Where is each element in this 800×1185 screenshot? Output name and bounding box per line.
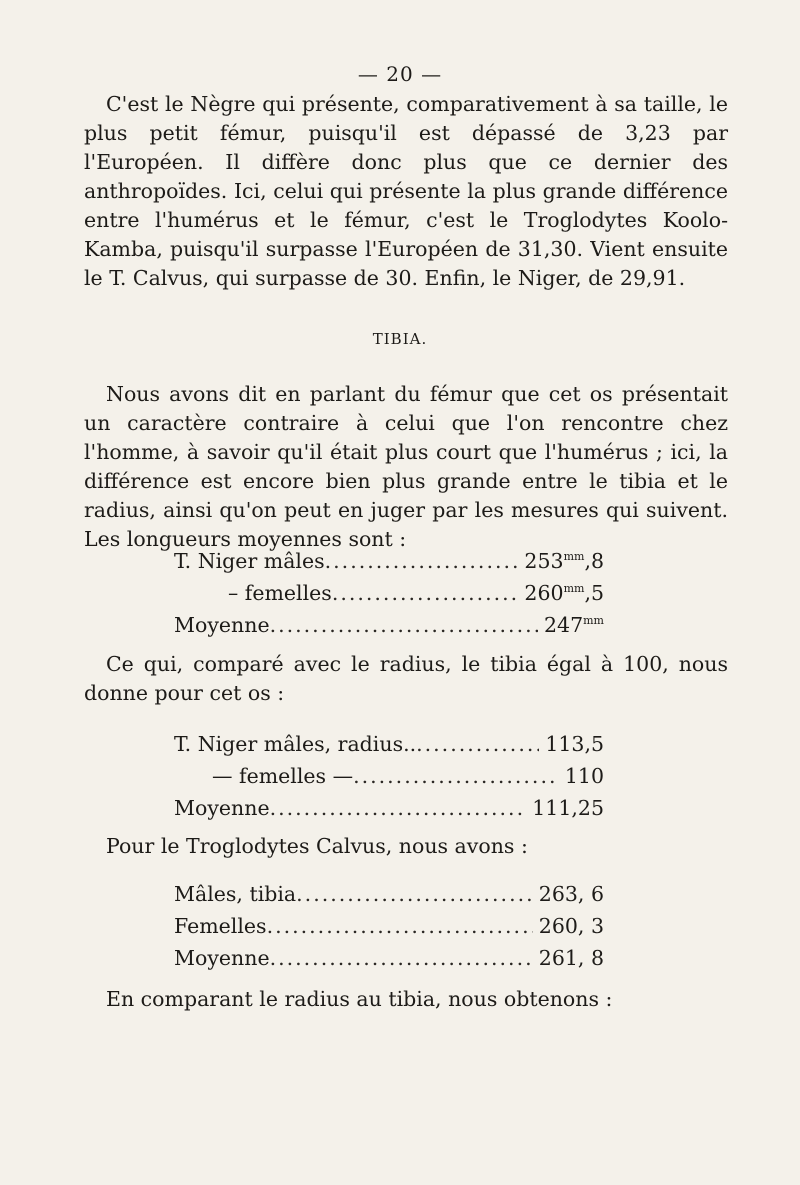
leader-dots	[267, 910, 533, 942]
row-label: Mâles, tibia	[174, 882, 297, 906]
leader-dots	[296, 878, 533, 910]
row-value: $247^{mm}$	[543, 613, 604, 637]
table-row	[174, 910, 604, 942]
table-row	[174, 545, 604, 577]
paragraph-tibia-intro	[84, 380, 728, 554]
paragraph-text: Pour le Troglodytes Calvus, nous avons :	[106, 834, 528, 858]
row-label: Moyenne	[174, 796, 270, 820]
leader-dots	[270, 792, 527, 824]
row-value: 263, 6	[538, 882, 604, 906]
table-row	[174, 609, 604, 641]
measurements-table-niger	[174, 545, 604, 641]
paragraph-text: Ce qui, comparé avec le radius, le tibia égal à 100, nous donne pour cet os :	[84, 652, 728, 705]
row-label: — femelles —	[212, 764, 354, 788]
row-value: 110	[564, 764, 604, 788]
row-label: – femelles	[228, 581, 332, 605]
row-value: 111,25	[532, 796, 604, 820]
leader-dots	[270, 942, 533, 974]
table-row	[174, 728, 604, 760]
table-row	[174, 792, 604, 824]
row-label: Femelles	[174, 914, 267, 938]
paragraph-text: C'est le Nègre qui présente, comparativement à sa taille, le plus petit fémur, puisqu'il est dépassé de 3,23 par l'Européen. Il diffère donc plus que ce dernier des anthropoïdes. Ici, celui qui présente la plus grande différence entre l'humérus et le fémur, c'est le Troglodytes Koolo-Kamba, puisqu'il surpasse l'Européen de 31,30. Vient ensuite le T. Calvus, qui surpasse de 30. Enfin, le Niger, de 29,91.	[84, 92, 728, 290]
measurements-table-calvus	[174, 878, 604, 974]
leader-dots	[270, 609, 538, 641]
paragraph-radius-comparison	[84, 650, 728, 708]
table-row	[174, 942, 604, 974]
leader-dots	[325, 545, 519, 577]
page-number: — 20 —	[357, 62, 443, 86]
leader-dots	[332, 577, 519, 609]
row-label: T. Niger mâles, radius..	[174, 732, 417, 756]
row-value: $253^{mm},8$	[524, 549, 604, 573]
paragraph-text: En comparant le radius au tibia, nous obtenons :	[106, 987, 613, 1011]
paragraph-calvus-intro	[84, 832, 728, 861]
table-row	[174, 760, 604, 792]
row-label: Moyenne	[174, 613, 270, 637]
row-value: 113,5	[545, 732, 604, 756]
section-title-tibia: TIBIA.	[372, 330, 428, 348]
table-row	[174, 577, 604, 609]
paragraph-radius-tibia	[84, 985, 728, 1014]
paragraph-text: Nous avons dit en parlant du fémur que cet os présentait un caractère contraire à celui que l'on rencontre chez l'homme, à savoir qu'il était plus court que l'humérus ; ici, la différence est encore bien plus grande entre le tibia et le radius, ainsi qu'on peut en juger par les mesures qui suivent. Les longueurs moyennes sont :	[84, 382, 728, 551]
row-label: T. Niger mâles	[174, 549, 325, 573]
leader-dots	[416, 728, 539, 760]
row-label: Moyenne	[174, 946, 270, 970]
row-value: 261, 8	[538, 946, 604, 970]
leader-dots	[353, 760, 559, 792]
row-value: 260, 3	[538, 914, 604, 938]
row-value: $260^{mm},5$	[524, 581, 604, 605]
ratio-table-niger	[174, 728, 604, 824]
paragraph-femur-comparison	[84, 90, 728, 293]
table-row	[174, 878, 604, 910]
